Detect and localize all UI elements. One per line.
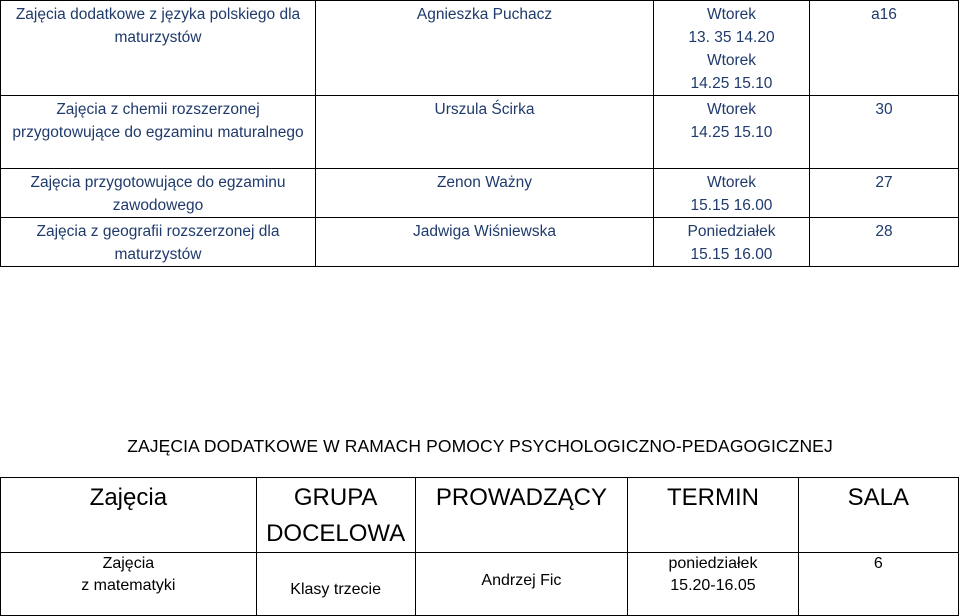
teacher-name: Jadwiga Wiśniewska <box>413 223 556 240</box>
teacher-name: Zenon Ważny <box>436 174 533 191</box>
subject-line1: Zajęcia <box>102 555 155 572</box>
time-cell <box>654 1 810 96</box>
section-heading: ZAJĘCIA DODATKOWE W RAMACH POMOCY PSYCHOLOGICZNO-PEDAGOGICZNEJ <box>127 436 833 456</box>
room-cell: 6 <box>798 553 958 616</box>
teacher-cell: Andrzej Fic <box>415 553 628 616</box>
room-cell <box>810 96 959 169</box>
header-subject: Zajęcia <box>1 478 257 553</box>
subject-line2: z matematyki <box>81 577 176 594</box>
subject-text: Zajęcia przygotowujące do egzaminu zawodowego <box>30 174 286 214</box>
time-day: Wtorek <box>706 101 757 118</box>
room-cell <box>810 218 959 267</box>
table-row <box>1 218 959 267</box>
room-number: 30 <box>875 101 893 118</box>
header-group-line2: DOCELOWA <box>266 520 406 547</box>
time-day: Wtorek <box>706 6 757 23</box>
time-day: Wtorek <box>706 174 757 191</box>
time-hours: 15.15 16.00 <box>690 197 773 214</box>
time-hours: 13. 35 14.20 <box>688 29 775 46</box>
teacher-name: Urszula Ścirka <box>434 101 535 118</box>
header-room: SALA <box>798 478 958 553</box>
subject-text: Zajęcia z chemii rozszerzonej przygotowujące do egzaminu maturalnego <box>12 101 304 141</box>
time-hours: 15.20-16.05 <box>670 577 756 594</box>
subject-cell <box>1 1 316 96</box>
teacher-cell <box>316 218 654 267</box>
teacher-cell <box>316 1 654 96</box>
teacher-cell <box>316 169 654 218</box>
time-cell <box>654 218 810 267</box>
time-cell <box>654 169 810 218</box>
room-cell <box>810 169 959 218</box>
support-classes-table <box>0 477 959 616</box>
room-cell <box>810 1 959 96</box>
subject-cell <box>1 96 316 169</box>
header-group <box>256 478 415 553</box>
time-hours: 14.25 15.10 <box>690 75 773 92</box>
group-cell: Klasy trzecie <box>256 553 415 616</box>
subject-text: Zajęcia dodatkowe z języka polskiego dla maturzystów <box>15 6 301 46</box>
table-row <box>1 169 959 218</box>
teacher-cell <box>316 96 654 169</box>
table-row <box>1 96 959 169</box>
subject-cell <box>1 218 316 267</box>
room-number: 27 <box>875 174 893 191</box>
room-number: a16 <box>871 6 897 23</box>
classes-table <box>0 0 959 267</box>
header-teacher: PROWADZĄCY <box>415 478 628 553</box>
header-group-line1: GRUPA <box>293 484 378 511</box>
time-day: Wtorek <box>706 52 757 69</box>
table-row <box>1 1 959 96</box>
time-cell <box>654 96 810 169</box>
subject-cell <box>1 553 257 616</box>
subject-cell <box>1 169 316 218</box>
header-time: TERMIN <box>628 478 798 553</box>
time-day: poniedziałek <box>668 555 758 572</box>
time-hours: 14.25 15.10 <box>690 124 773 141</box>
subject-text: Zajęcia z geografii rozszerzonej dla maturzystów <box>36 223 280 263</box>
teacher-name: Agnieszka Puchacz <box>416 6 553 23</box>
time-day: Poniedziałek <box>687 223 776 240</box>
table-header-row <box>1 478 959 553</box>
table-row <box>1 553 959 616</box>
time-hours: 15.15 16.00 <box>690 246 773 263</box>
time-cell <box>628 553 798 616</box>
room-number: 28 <box>875 223 893 240</box>
